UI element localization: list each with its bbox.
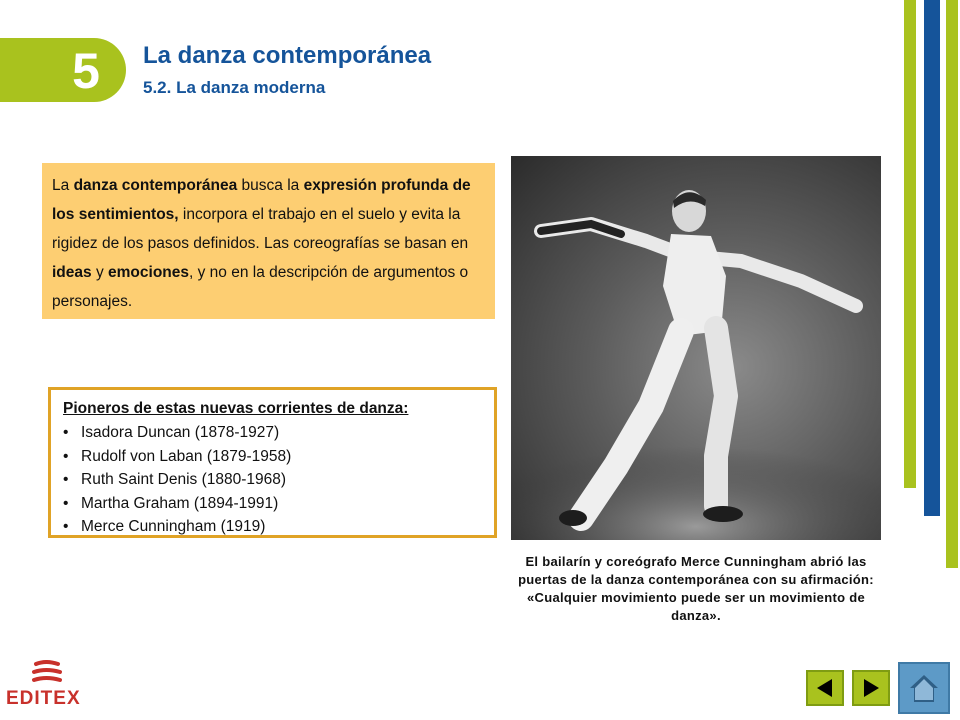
- definition-text: La: [52, 177, 74, 194]
- definition-bold: emociones: [108, 264, 189, 281]
- list-item: [63, 421, 484, 445]
- definition-box: [42, 163, 495, 319]
- definition-text: busca la: [237, 177, 304, 194]
- definition-text: y: [91, 264, 109, 281]
- dancer-figure-icon: [511, 156, 881, 540]
- chapter-tab: [0, 38, 126, 102]
- list-item: [63, 492, 484, 516]
- previous-button[interactable]: [806, 670, 844, 706]
- triangle-left-icon: [814, 677, 836, 699]
- dancer-photo: [511, 156, 881, 540]
- list-item: [63, 445, 484, 469]
- definition-bold: ideas: [52, 264, 92, 281]
- definition-text: , y no en la descripción de argumentos o personajes.: [52, 264, 469, 310]
- pioneer-name: Merce Cunningham (1919): [81, 518, 266, 535]
- triangle-right-icon: [860, 677, 882, 699]
- home-icon: [906, 670, 942, 706]
- definition-bold: expresión profunda de los sentimientos,: [52, 177, 471, 223]
- editex-logo-text: EDITEX: [6, 688, 81, 709]
- pioneer-name: Isadora Duncan (1878-1927): [81, 424, 280, 441]
- bullet: •: [63, 518, 69, 535]
- page-subtitle: 5.2. La danza moderna: [143, 78, 326, 97]
- pioneer-name: Martha Graham (1894-1991): [81, 494, 279, 512]
- bullet: •: [63, 424, 69, 441]
- list-item: [63, 515, 484, 539]
- pioneer-name: Ruth Saint Denis (1880-1968): [81, 471, 287, 488]
- pioneers-heading: Pioneros de estas nuevas corrientes de danza:: [63, 400, 409, 417]
- pioneers-list: [63, 421, 484, 539]
- pioneer-name: Rudolf von Laban (1879-1958): [81, 447, 292, 465]
- decor-bar-green: [904, 0, 916, 488]
- decor-bar-blue: [924, 0, 940, 516]
- editex-logo-icon: [8, 660, 88, 690]
- home-button[interactable]: [898, 662, 950, 714]
- next-button[interactable]: [852, 670, 890, 706]
- bullet: •: [63, 447, 69, 465]
- definition-text: incorpora el trabajo en el suelo y evita la rigidez de los pasos definidos. Las coreografías se basan en: [52, 206, 469, 252]
- decor-bar-green-2: [946, 0, 958, 568]
- page-title: La danza contemporánea: [143, 42, 432, 69]
- bullet: •: [63, 494, 69, 512]
- pioneers-box: [48, 387, 497, 538]
- list-item: [63, 468, 484, 492]
- definition-bold: danza contemporánea: [73, 177, 238, 194]
- bullet: •: [63, 471, 69, 488]
- chapter-number: 5: [72, 43, 100, 99]
- photo-caption: El bailarín y coreógrafo Merce Cunningham abrió las puertas de la danza contemporánea con su afirmación: «Cualquier movimiento puede ser un movimiento de danza».: [518, 554, 874, 623]
